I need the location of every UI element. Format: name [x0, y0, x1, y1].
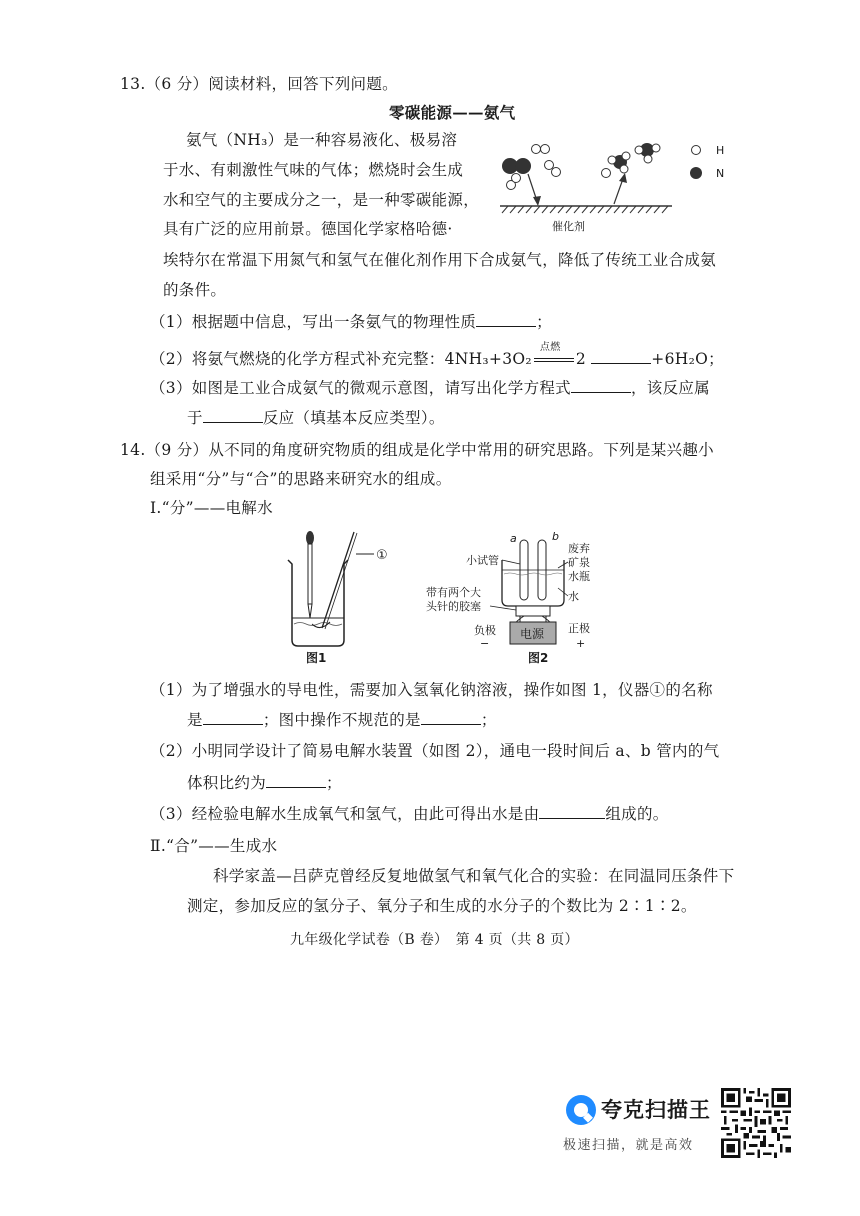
tube-a-label: a — [510, 532, 517, 545]
q13-sub2: （2）将氨气燃烧的化学方程式补充完整：4NH₃+3O₂ 点燃 2 +6H₂O； — [150, 349, 724, 369]
ammonia-synthesis-figure — [492, 134, 738, 238]
stopper-label: 带有两个大 — [426, 586, 481, 599]
answer-blank[interactable] — [591, 349, 651, 364]
qr-code-icon — [720, 1088, 792, 1158]
q13-sub3: （3）如图是工业合成氨气的微观示意图，请写出化学方程式 ，该反应属 — [150, 379, 710, 397]
paragraph-line: 科学家盖—吕萨克曾经反复地做氢气和氧气化合的实验：在同温同压条件下 — [213, 867, 735, 885]
catalyst-label: 催化剂 — [552, 220, 585, 233]
answer-blank[interactable] — [266, 773, 326, 788]
figure-2-electrolysis — [418, 530, 618, 666]
legend-n: N — [716, 167, 725, 180]
figure-2-caption: 图2 — [528, 651, 549, 665]
legend-h: H — [716, 144, 725, 157]
scanner-watermark — [563, 1088, 723, 1158]
stopper-label: 头针的胶塞 — [426, 600, 481, 613]
plus-sign: + — [576, 637, 586, 650]
scanner-logo-icon — [563, 1092, 599, 1128]
tube-b-label: b — [552, 530, 559, 543]
answer-blank[interactable] — [539, 804, 605, 819]
bottle-label: 水瓶 — [568, 570, 590, 583]
paragraph-line: 于水、有刺激性气味的气体；燃烧时会生成 — [163, 161, 464, 179]
paragraph-line: 的条件。 — [163, 281, 227, 299]
q13-sub3-cont: 于 反应（填基本反应类型）。 — [187, 409, 445, 427]
paragraph-line: 水和空气的主要成分之一，是一种零碳能源， — [163, 191, 480, 209]
answer-blank[interactable] — [476, 312, 536, 327]
paragraph-line: 具有广泛的应用前景。德国化学家格哈德· — [163, 220, 453, 238]
negative-label: 负极 — [474, 624, 496, 637]
q13-heading: 13.（6 分）阅读材料，回答下列问题。 — [120, 75, 398, 93]
q14-sub3: （3）经检验电解水生成氧气和氢气，由此可得出水是由 组成的。 — [150, 805, 669, 823]
page-footer: 九年级化学试卷（B 卷） 第 4 页（共 8 页） — [290, 932, 579, 948]
figure-1-beaker — [280, 528, 410, 664]
paragraph-line: 埃特尔在常温下用氮气和氢气在催化剂作用下合成氨气，降低了传统工业合成氨 — [163, 251, 717, 269]
scanner-brand: 夸克扫描王 — [601, 1098, 711, 1122]
answer-blank[interactable] — [203, 408, 263, 423]
q14-sub2-cont: 体积比约为 ； — [187, 774, 342, 792]
nitrogen-atom — [515, 158, 531, 174]
paragraph-line: 测定，参加反应的氢分子、氧分子和生成的水分子的个数比为 2∶1∶2。 — [187, 897, 697, 915]
reaction-condition: 点燃 — [539, 342, 561, 353]
q14-heading: 14.（9 分）从不同的角度研究物质的组成是化学中常用的研究思路。下列是某兴趣小 — [120, 441, 714, 459]
q14-sub1-cont: 是 ；图中操作不规范的是 ； — [187, 711, 497, 729]
bottle-label: 废弃 — [568, 542, 590, 555]
article-title: 零碳能源——氨气 — [389, 103, 516, 122]
water-label: 水 — [568, 590, 579, 603]
answer-blank[interactable] — [421, 710, 481, 725]
minus-sign: − — [480, 637, 490, 650]
power-source-label: 电源 — [520, 627, 545, 641]
instrument-marker: ① — [376, 548, 388, 563]
figure-1-caption: 图1 — [306, 651, 327, 664]
answer-blank[interactable] — [571, 378, 631, 393]
part1-title: Ⅰ.“分”——电解水 — [150, 499, 273, 517]
q14-sub1: （1）为了增强水的导电性，需要加入氢氧化钠溶液，操作如图 1，仪器①的名称 — [150, 681, 713, 699]
answer-blank[interactable] — [203, 710, 263, 725]
positive-label: 正极 — [568, 622, 590, 635]
q14-sub2: （2）小明同学设计了简易电解水装置（如图 2），通电一段时间后 a、b 管内的气 — [150, 742, 720, 760]
scanner-slogan: 极速扫描，就是高效 — [563, 1138, 694, 1153]
small-tube-label: 小试管 — [466, 554, 499, 567]
paragraph-line: 氨气（NH₃）是一种容易液化、极易溶 — [186, 131, 458, 149]
q13-sub1: （1）根据题中信息，写出一条氨气的物理性质 ； — [150, 313, 552, 331]
bottle-label: 矿泉 — [568, 556, 590, 569]
part2-title: Ⅱ.“合”——生成水 — [150, 837, 278, 855]
q14-heading-cont: 组采用“分”与“合”的思路来研究水的组成。 — [150, 470, 452, 488]
